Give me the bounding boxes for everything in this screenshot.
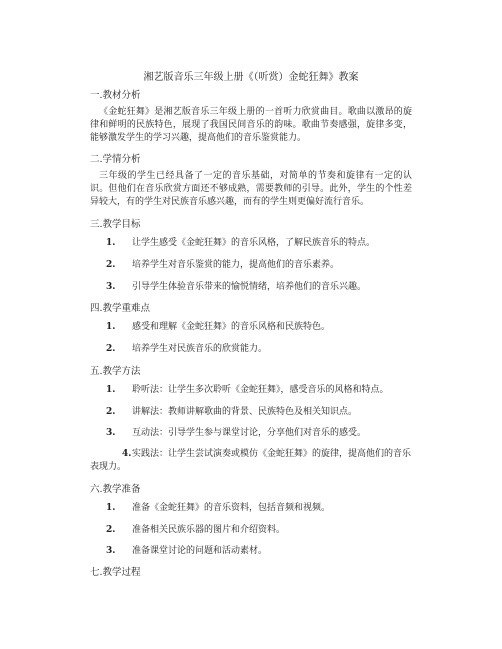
list-number: 1. [106,322,116,332]
section-heading-7: 七.教学过程 [90,567,141,578]
list-item [106,321,412,334]
list-text: 讲解法：教师讲解歌曲的背景、民族特色及相关知识点。 [132,407,358,417]
list-number: 1. [106,238,116,248]
section-heading-5: 五.教学方法 [90,366,141,377]
section-paragraph-2: 三年级的学生已经具备了一定的音乐基础，对简单的节奏和旋律有一定的认识。但他们在音乐欣赏方面还不够成熟，需要教师的引导。此外，学生的个性差异较大，有的学生对民族音乐感兴趣，而有的学生则更偏好流行音乐。 [90,171,412,207]
list-text: 培养学生对民族音乐的欣赏能力。 [132,344,268,354]
list-item [106,259,412,272]
list-number: 2. [106,407,116,417]
list-text: 培养学生对音乐鉴赏的能力，提高他们的音乐素养。 [132,260,340,270]
list-item [106,545,412,558]
list-item [106,406,412,419]
list-item [106,502,412,515]
list-item [106,281,412,294]
list-item [106,237,412,250]
section-heading-2: 二.学情分析 [90,154,141,165]
list-text: 实践法：让学生尝试演奏或模仿《金蛇狂舞》的旋律，提高他们的音乐表现力。 [90,449,412,472]
section-paragraph-1: 《金蛇狂舞》是湘艺版音乐三年级上册的一首听力欣赏曲目。歌曲以激昂的旋律和鲜明的民族特色，展现了我国民间音乐的韵味。歌曲节奏感强，旋律多变，能够激发学生的学习兴趣，提高他们的音乐鉴赏能力。 [90,107,412,143]
list-number: 1. [106,503,116,513]
list-number: 3. [106,282,116,292]
list-text: 准备课堂讨论的问题和活动素材。 [132,546,268,556]
list-number: 2. [106,525,116,535]
list-text: 互动法：引导学生参与课堂讨论，分享他们对音乐的感受。 [132,428,367,438]
list-text: 引导学生体验音乐带来的愉悦情绪，培养他们的音乐兴趣。 [132,282,367,292]
list-text: 感受和理解《金蛇狂舞》的音乐风格和民族特色。 [132,322,331,332]
list-item [90,448,412,474]
list-number: 4. [122,449,132,459]
list-item [106,524,412,537]
list-number: 1. [106,385,116,395]
section-heading-4: 四.教学重难点 [90,303,151,314]
list-item [106,427,412,440]
section-heading-1: 一.教材分析 [90,90,141,101]
list-number: 3. [106,428,116,438]
list-item [106,343,412,356]
list-item [106,384,412,397]
list-text: 准备《金蛇狂舞》的音乐资料，包括音频和视频。 [132,503,331,513]
list-number: 2. [106,260,116,270]
list-text: 准备相关民族乐器的图片和介绍资料。 [132,525,286,535]
list-number: 2. [106,344,116,354]
section-heading-6: 六.教学准备 [90,484,141,495]
list-number: 3. [106,546,116,556]
list-text: 让学生感受《金蛇狂舞》的音乐风格，了解民族音乐的特点。 [132,238,376,248]
list-text: 聆听法：让学生多次聆听《金蛇狂舞》，感受音乐的风格和特点。 [132,385,389,395]
page-title: 湘艺版音乐三年级上册《（听赏）金蛇狂舞》教案 [143,72,359,83]
section-heading-3: 三.教学目标 [90,219,141,230]
